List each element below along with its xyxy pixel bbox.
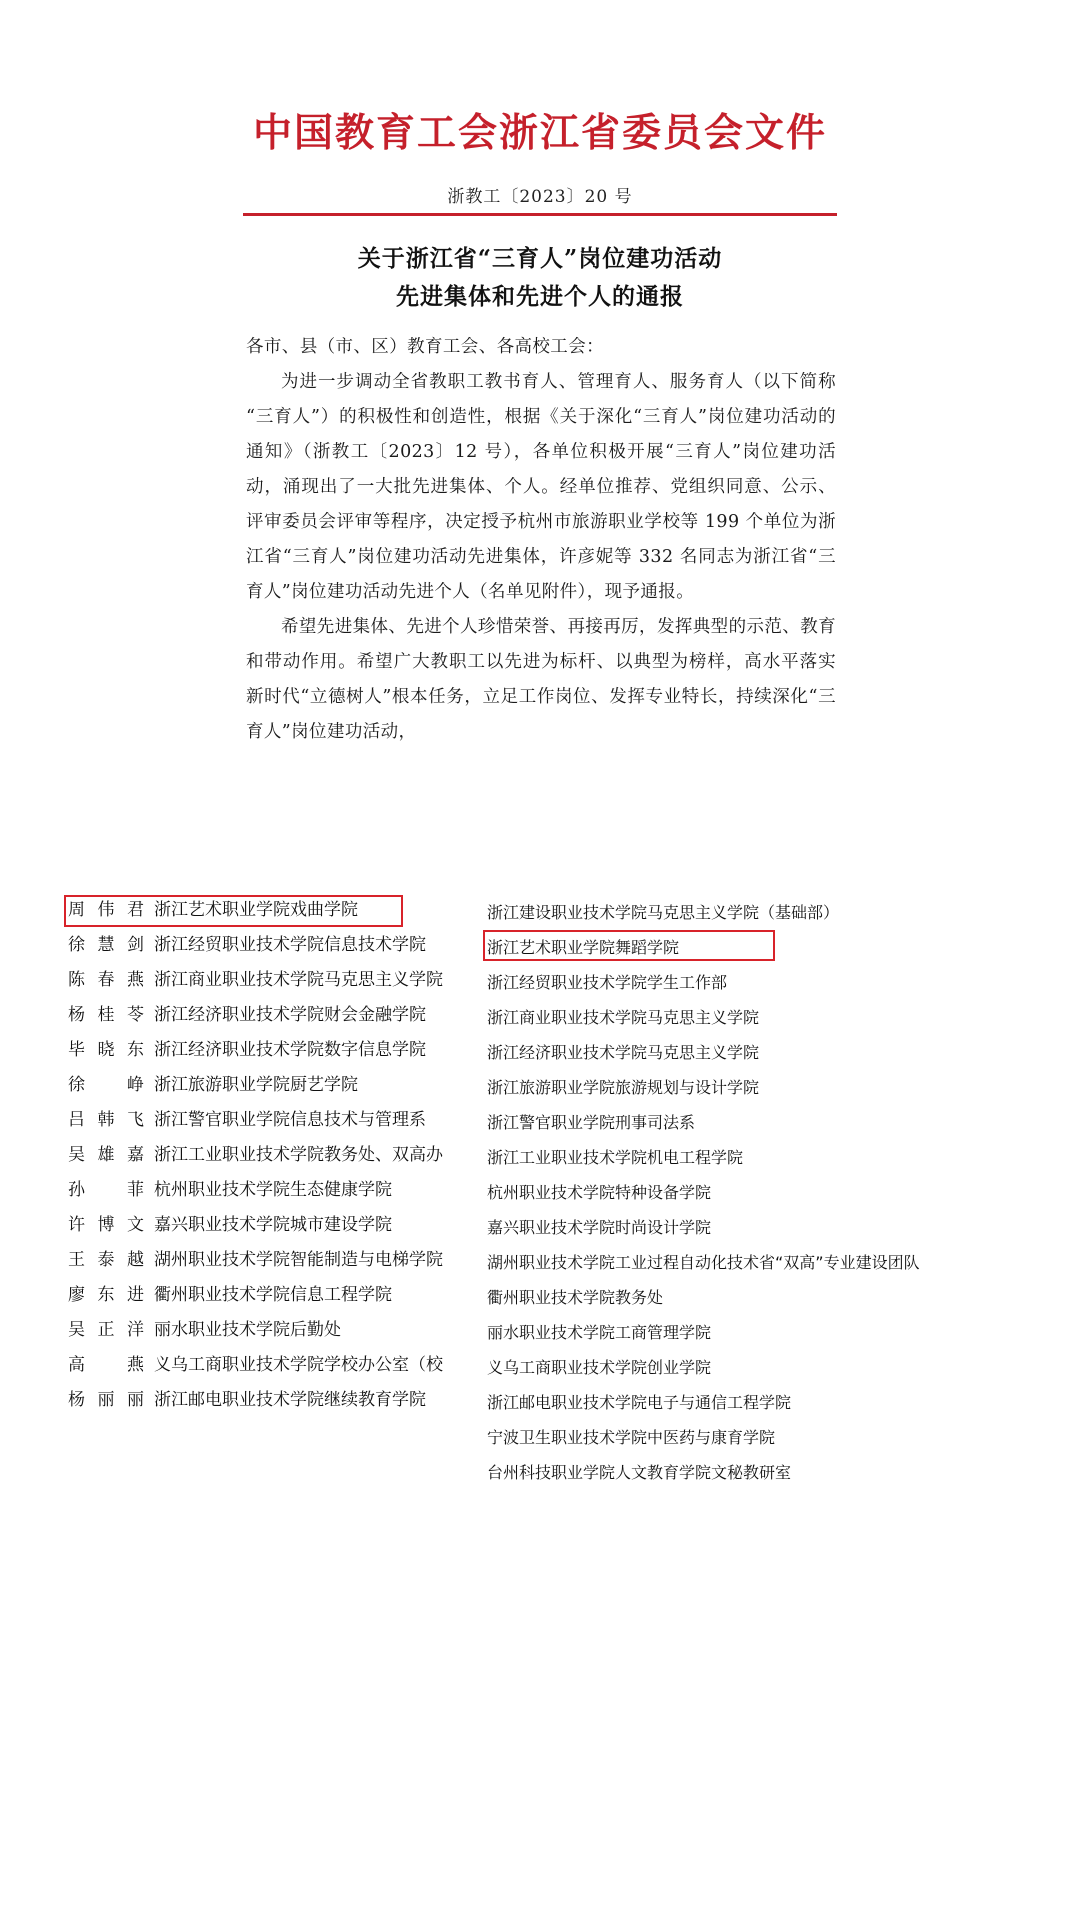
list-item: 浙江警官职业学院刑事司法系 [487, 1113, 696, 1132]
person-name: 徐 峥 [68, 1075, 144, 1095]
salutation: 各市、县（市、区）教育工会、各高校工会： [246, 337, 604, 357]
list-item [68, 1070, 478, 1105]
organization-name: 浙江旅游职业学院厨艺学院 [154, 1075, 358, 1095]
list-item: 宁波卫生职业技术学院中医药与康育学院 [487, 1428, 776, 1447]
organization-name: 丽水职业技术学院后勤处 [154, 1320, 341, 1340]
list-item: 浙江邮电职业技术学院电子与通信工程学院 [487, 1393, 792, 1412]
person-name: 王泰越 [68, 1250, 144, 1270]
person-name: 毕晓东 [68, 1040, 144, 1060]
subject-line-1: 关于浙江省“三育人”岗位建功活动 [357, 245, 723, 272]
person-name: 孙 菲 [68, 1180, 144, 1200]
list-item: 浙江工业职业技术学院机电工程学院 [487, 1148, 744, 1167]
list-item [68, 1245, 478, 1280]
document-header [0, 110, 1080, 157]
list-item: 浙江经贸职业技术学院学生工作部 [487, 973, 728, 992]
person-name: 杨桂苓 [68, 1005, 144, 1025]
document-subject [0, 240, 1080, 316]
organization-name: 浙江邮电职业技术学院继续教育学院 [154, 1390, 426, 1410]
organization-name: 嘉兴职业技术学院城市建设学院 [154, 1215, 392, 1235]
list-item: 义乌工商职业技术学院创业学院 [487, 1358, 712, 1377]
list-item [68, 895, 478, 930]
list-item: 丽水职业技术学院工商管理学院 [487, 1323, 712, 1342]
list-item [68, 1035, 478, 1070]
list-item [68, 965, 478, 1000]
list-item [68, 930, 478, 965]
person-name: 徐慧剑 [68, 935, 144, 955]
organization-name: 浙江工业职业技术学院教务处、双高办 [154, 1145, 443, 1165]
organization-name: 浙江经济职业技术学院数字信息学院 [154, 1040, 426, 1060]
list-item [68, 1385, 478, 1420]
body-paragraph-2: 希望先进集体、先进个人珍惜荣誉、再接再厉，发挥典型的示范、教育和带动作用。希望广大教职工以先进为标杆、以典型为榜样，高水平落实新时代“立德树人”根本任务，立足工作岗位、发挥专业特长，持续深化“三育人”岗位建功活动， [246, 617, 836, 742]
list-item: 衢州职业技术学院教务处 [487, 1288, 664, 1307]
list-item [68, 1140, 478, 1175]
list-item: 嘉兴职业技术学院时尚设计学院 [487, 1218, 712, 1237]
person-name: 高 燕 [68, 1355, 144, 1375]
list-column-left [68, 895, 478, 1420]
organization-name: 浙江经贸职业技术学院信息技术学院 [154, 935, 426, 955]
list-item: 浙江旅游职业学院旅游规划与设计学院 [487, 1078, 760, 1097]
list-item [68, 1350, 478, 1385]
organization-name: 义乌工商职业技术学院学校办公室（校 [154, 1355, 443, 1375]
list-item: 浙江商业职业技术学院马克思主义学院 [487, 1008, 760, 1027]
organization-name: 浙江艺术职业学院戏曲学院 [154, 900, 358, 920]
list-item: 台州科技职业学院人文教育学院文秘教研室 [487, 1463, 792, 1482]
list-item: 浙江经济职业技术学院马克思主义学院 [487, 1043, 760, 1062]
list-item [68, 1105, 478, 1140]
list-item: 浙江建设职业技术学院马克思主义学院（基础部） [487, 903, 840, 922]
list-item [68, 1000, 478, 1035]
organization-name: 杭州职业技术学院生态健康学院 [154, 1180, 392, 1200]
person-name: 吕韩飞 [68, 1110, 144, 1130]
person-name: 廖东进 [68, 1285, 144, 1305]
organization-name: 浙江商业职业技术学院马克思主义学院 [154, 970, 443, 990]
person-name: 周伟君 [68, 900, 144, 920]
header-divider [243, 213, 837, 216]
page-title: 中国教育工会浙江省委员会文件 [252, 110, 827, 156]
subject-line-2: 先进集体和先进个人的通报 [396, 283, 684, 310]
body-paragraph-1: 为进一步调动全省教职工教书育人、管理育人、服务育人（以下简称“三育人”）的积极性和创造性，根据《关于深化“三育人”岗位建功活动的通知》（浙教工〔2023〕12 号），各单位积极开展“三育人”岗位建功活动，涌现出了一大批先进集体、个人。经单位推荐、党组织同意、公示、评审委员会评审等程序，决定授予杭州市旅游职业学校等 199 个单位为浙江省“三育人”岗位建功活动先进集体，许彦妮等 332 名同志为浙江省“三育人”岗位建功活动先进个人（名单见附件），现予通报。 [246, 372, 836, 602]
list-item: 湖州职业技术学院工业过程自动化技术省“双高”专业建设团队 [487, 1253, 920, 1272]
list-item [68, 1175, 478, 1210]
person-name: 陈春燕 [68, 970, 144, 990]
award-list [0, 895, 1080, 1482]
person-name: 吴正洋 [68, 1320, 144, 1340]
document-body [246, 330, 836, 750]
organization-name: 浙江警官职业学院信息技术与管理系 [154, 1110, 426, 1130]
list-item: 浙江艺术职业学院舞蹈学院 [487, 938, 680, 957]
person-name: 吴雄嘉 [68, 1145, 144, 1165]
person-name: 许博文 [68, 1215, 144, 1235]
list-item: 杭州职业技术学院特种设备学院 [487, 1183, 712, 1202]
list-item [68, 1315, 478, 1350]
person-name: 杨丽丽 [68, 1390, 144, 1410]
organization-name: 湖州职业技术学院智能制造与电梯学院 [154, 1250, 443, 1270]
list-item [68, 1210, 478, 1245]
document-number: 浙教工〔2023〕20 号 [447, 187, 633, 207]
organization-name: 浙江经济职业技术学院财会金融学院 [154, 1005, 426, 1025]
list-column-right [487, 895, 1047, 1490]
list-item [68, 1280, 478, 1315]
organization-name: 衢州职业技术学院信息工程学院 [154, 1285, 392, 1305]
